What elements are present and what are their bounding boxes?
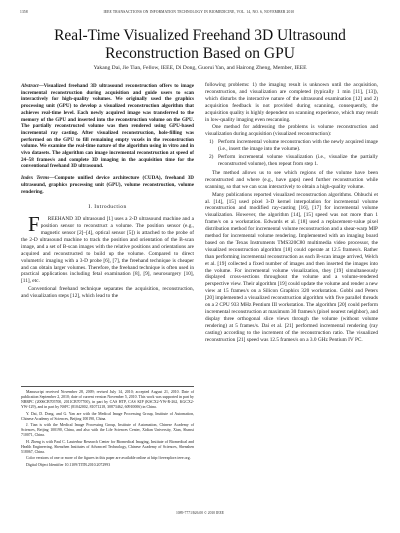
drop-cap: F <box>28 212 40 237</box>
list-item <box>205 139 378 153</box>
intro-paragraph-2: Conventional freehand technique separates the acquisition, reconstruction, and visualization steps [12], which lead to the <box>21 286 194 300</box>
footnote-affiliation-3: H. Zheng is with Paul C. Lauterbur Research Center for Biomedical Imaging, Institute of Biomedical and Health Engineering, Shenzhen Institutes of Advanced Technology, Chinese Academy of Sciences, Shenzhen 518067, China. <box>21 439 194 454</box>
abstract-text: —Visualized freehand 3D ultrasound reconstruction offers to image incremental reconstruction during acquisition and guide users to scan interactively for high-quality volumes. We originally used the graphics processing unit (GPU) to develop a visualized reconstruction algorithm that achieves real-time level. Each newly acquired image was transferred to the memory of the GPU and inserted into the reconstruction volume on the GPU. The partially reconstructed volume was then rendered using GPU-based incremental ray casting. After visualized reconstruction, hole-filling was performed on the GPU to fill remaining empty voxels in the reconstruction volume. We examine the real-time nature of the algorithm using in vitro and in vivo datasets. The algorithm can image incremental reconstruction at speed of 24–58 frames/s and complete 3D imaging in the acquisition time for the conventional freehand 3D ultrasound. <box>21 83 194 170</box>
footnote-affiliation-1: Y. Dai, D. Dong, and G. Yan are with the Medical Image Processing Group, Institute of Automation, Chinese Academy of Sciences, Beijing 100190, China. <box>21 411 194 421</box>
paper-title: Real-Time Visualized Freehand 3D Ultrasound Reconstruction Based on GPU <box>54 27 346 62</box>
running-header <box>20 10 380 14</box>
steps-list <box>205 139 378 168</box>
left-column <box>21 83 194 301</box>
author-list: Yakang Dai, Jie Tian, Fellow, IEEE, Di Dong, Guorui Yan, and Hairong Zheng, Member, IEEE <box>93 65 307 71</box>
introduction <box>21 212 194 300</box>
footnote-doi: Digital Object Identifier 10.1109/TITB.2010.2072993 <box>26 462 111 467</box>
abstract <box>21 83 194 170</box>
intro-paragraph-1 <box>21 212 194 285</box>
right-column <box>205 82 378 345</box>
list-item-number: 1) <box>209 139 214 146</box>
list-item-text: Perform incremental volume visualization (i.e., visualize the partially reconstructed volume), then repeat from step 1. <box>218 154 378 167</box>
footnotes <box>21 386 194 469</box>
right-paragraph-3: The method allows us to see which regions of the volume have been reconstructed and where (e.g., have gaps) need further reconstruction while scanning, so that we can scan interactively to obtain a high-quality volume. <box>205 169 378 190</box>
page-number: 1358 <box>20 10 28 14</box>
page-footer: 1089-7771/$26.00 © 2010 IEEE <box>175 511 225 515</box>
footnote-color-note: Color versions of one or more of the figures in this paper are available online at http://ieeexplore.ieee.org. <box>26 456 191 460</box>
intro-paragraph-1-text: REEHAND 3D ultrasound [1] uses a 2-D ultrasound machine and a position sensor to reconstruct a volume. The position sensor (e.g., magnetic sensor [2]–[4], optical sensor [5]) is attached to the probe of the 2-D ultrasound machine to track the position and orientation of the B-scan image, and a set of B-scan images with the relative positions and orientations are acquired and reconstructed to build up the volume. Compared to direct volumetric imaging with a 3-D probe [6], [7], the freehand technique is cheaper and can obtain larger volumes. Therefore, the freehand technique is often used in practical applications including fetal examination [8], [9], neurosurgery [10], [11], etc. <box>21 216 194 285</box>
index-terms <box>21 175 194 195</box>
footnote-manuscript: Manuscript received November 28, 2009; revised July 14, 2010; accepted August 21, 2010. Date of publication September 2, 2010; date of current version November 5, 2010. This work was supported in part by NBRPC (2006CB705700, 2011CB707700), in part by CAS HTP, CAS KIP (KSCX2-YW-R-262, KGCX2-YW-129), and in part by NSFC (81042002, 81071218, 30873462, 60910006) in China. <box>21 390 194 409</box>
section-heading: I. Introduction <box>88 204 127 211</box>
right-paragraph-1: following problems: 1) the imaging result is unknown until the acquisition, reconstruction, and visualization are completed (typically 1 min [11], [13]), which disturbs the interactive nature of the ultrasound examination [12] and 2) acquisition feedback is not provided during scanning, consequently, the acquisition quality is highly dependent on scanning experience, which may result in low-quality imaging even rescanning. <box>205 82 378 123</box>
list-item <box>205 154 378 168</box>
index-terms-label: Index Terms <box>21 175 50 182</box>
index-terms-text: —Compute unified device architecture (CUDA), freehand 3D ultrasound, graphics processing unit (GPU), volume reconstruction, volume rendering. <box>21 175 194 195</box>
abstract-label: Abstract <box>21 83 39 89</box>
journal-name: IEEE TRANSACTIONS ON INFORMATION TECHNOLOGY IN BIOMEDICINE, VOL. 14, NO. 6, NOVEMBER 2010 <box>103 10 295 14</box>
list-item-text: Perform incremental volume reconstruction with the newly acquired image (i.e., insert the image into the volume). <box>218 139 378 153</box>
list-item-number: 2) <box>209 154 214 161</box>
footnote-affiliation-2: J. Tian is with the Medical Image Processing Group, Institute of Automation, Chinese Academy of Sciences, Beijing 100190, China, and also with the Life Sciences Center, Xidian University, Xian, Shanxi 710071, China. <box>21 423 194 437</box>
right-paragraph-2: One method for addressing the problems is volume reconstruction and visualization during acquisition (visualized reconstruction): <box>205 124 378 138</box>
right-paragraph-4: Many publications reported visualized reconstruction algorithms. Ohbuchi et al. [14], [15] used pixel 3-D kernel interpolation for incremental volume reconstruction and modified ray-casting [16], [17] for incremental volume visualization. However, the algorithm [14], [15] speed was not more than 1 frame/s on a workstation. Edwards et al. [18] used a replacement-value pixel distribution method for incremental volume reconstruction and a shear-warp MIP method for incremental volume rendering. Implemented with an imaging board based on the Texas Instruments TMS320C80 multimedia video processor, the visualized reconstruction algorithm [18] could operate at 12.5 frames/s. Rather than performing incremental reconstruction as each B-scan image arrived, Welch et al. [19] collected a fixed number of images and then inserted the images into the volume. For incremental volume visualization, they [19] simultaneously displayed cross-sections throughout the volume and a volume-rendered perspective view. Their algorithm [19] could update the volume and render a new view at 15 frames/s on a Silicon Graphics 320 workstation. Gobbi and Peters [20] implemented a visualized reconstruction algorithm with five parallel threads on a 2 CPU 933 MHz Pentium III workstation. The algorithm [20] could perform incremental reconstruction at maximum 30 frames/s (pixel nearest neighbor), and display three orthogonal slice views through the volume (without volume rendering) at 5 frames/s. Dai et al. [21] performed incremental rendering (ray casting) according to the increment of the reconstruction ratio. The visualized reconstruction [21] speed was 12.5 frames/s on a 3.0 GHz Pentium IV PC. <box>205 191 378 343</box>
